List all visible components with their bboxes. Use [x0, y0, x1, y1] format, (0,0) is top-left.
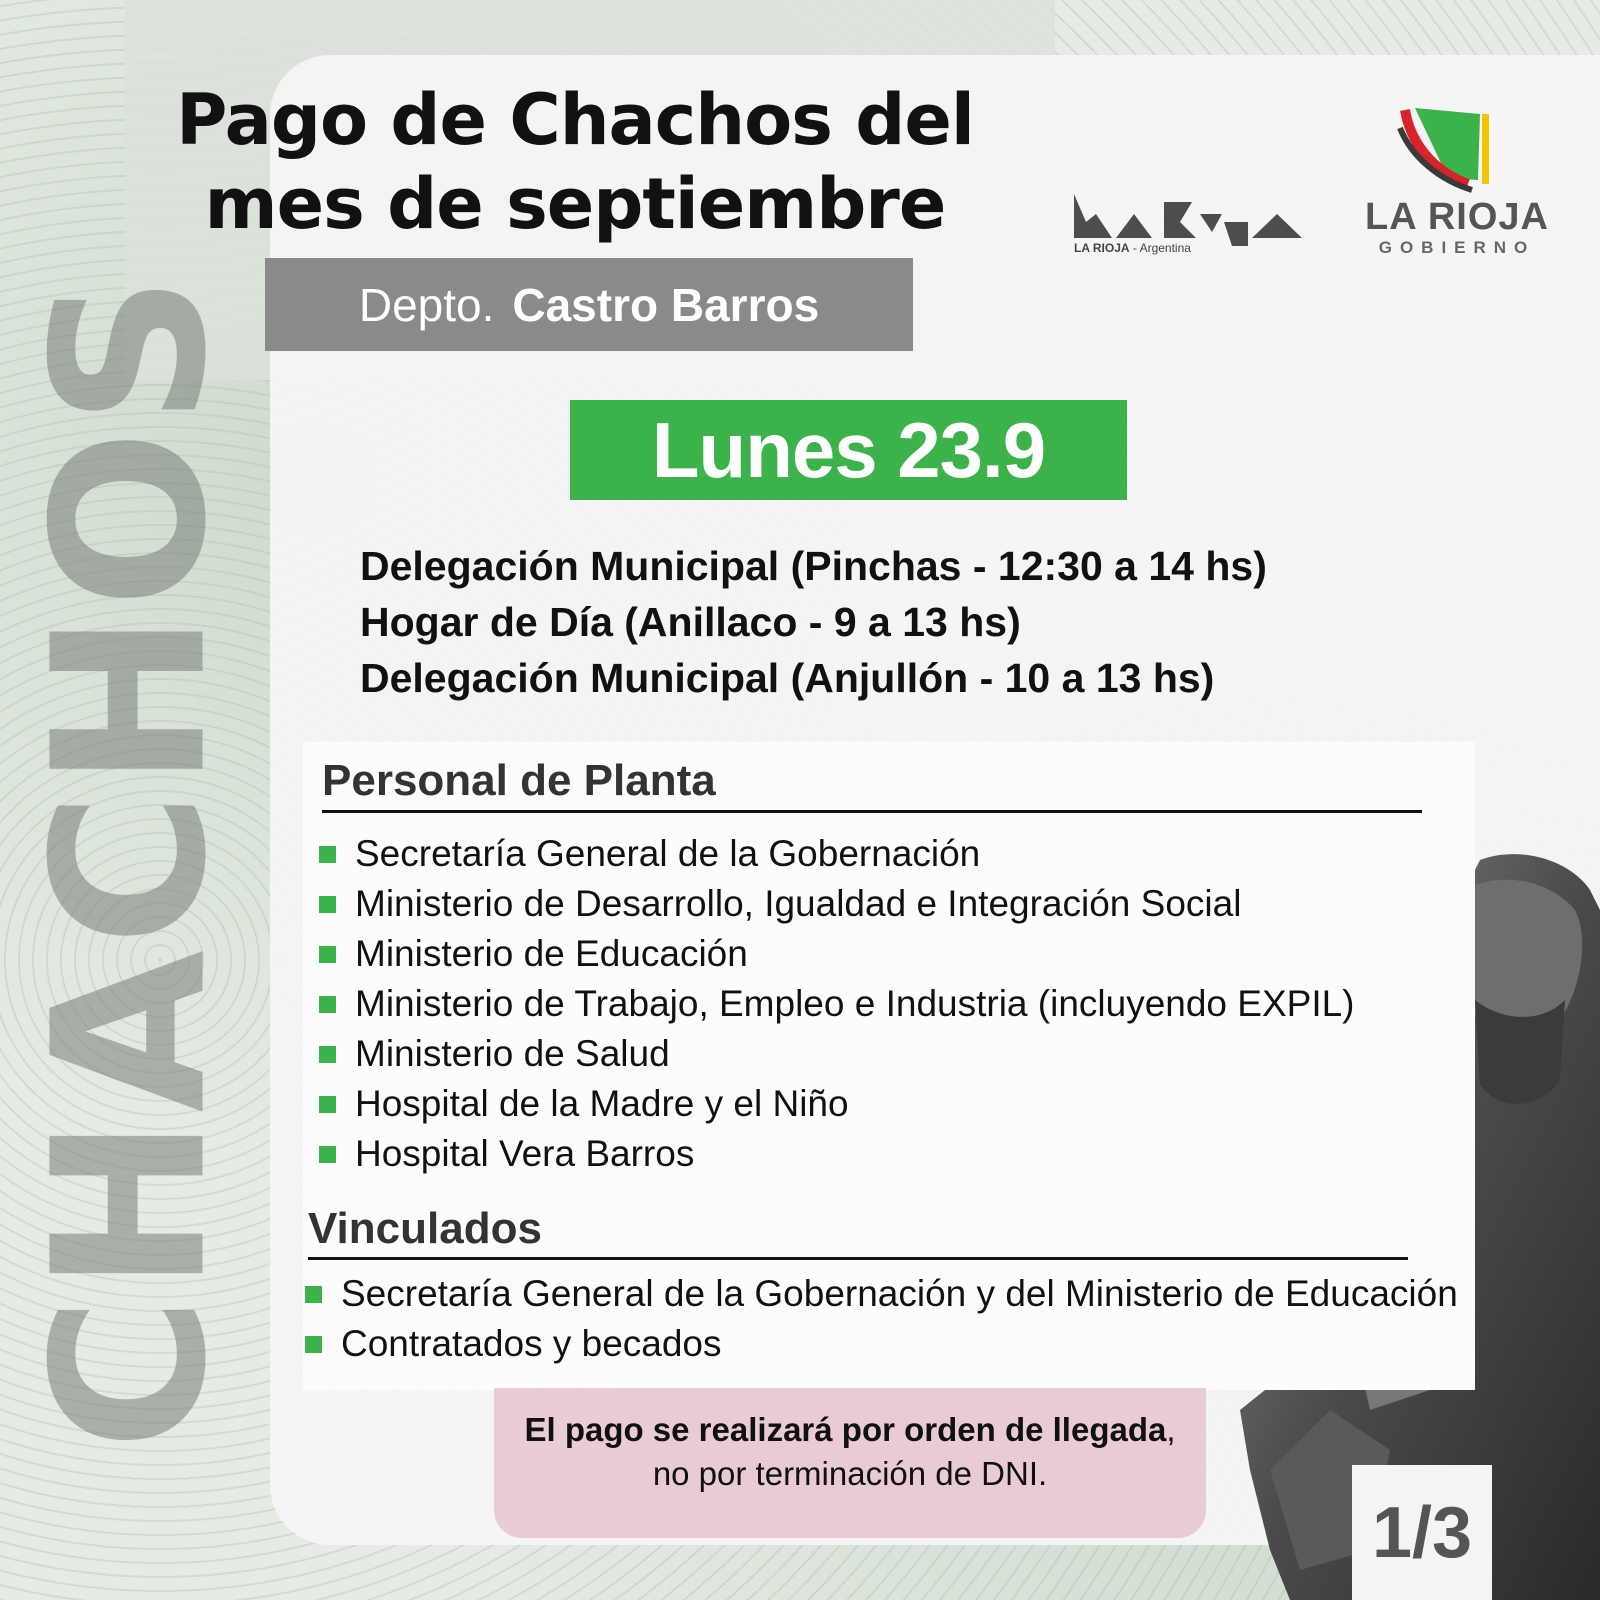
- section-title-planta: Personal de Planta: [322, 756, 716, 805]
- payment-date-banner: [570, 400, 1127, 500]
- green-square-bullet-icon: [305, 1336, 322, 1353]
- section-divider: [322, 810, 1422, 813]
- green-square-bullet-icon: [319, 996, 336, 1013]
- note-comma: ,: [1166, 1411, 1176, 1448]
- page-counter-text: 1/3: [1371, 1492, 1473, 1573]
- location-item: Hogar de Día (Anillaco - 9 a 13 hs): [360, 599, 1021, 645]
- note-line-2: no por terminación de DNI.: [652, 1455, 1048, 1492]
- vinculados-list: [305, 1269, 1458, 1369]
- list-item-label: Secretaría General de la Gobernación: [355, 833, 981, 874]
- list-item-label: Contratados y becados: [341, 1323, 722, 1364]
- list-item-label: Ministerio de Desarrollo, Igualdad e Integración Social: [355, 883, 1242, 924]
- caption-rest: - Argentina: [1129, 241, 1191, 255]
- list-item: [319, 1029, 1355, 1079]
- payment-date: Lunes 23.9: [651, 405, 1046, 494]
- department-name: Castro Barros: [512, 278, 820, 331]
- section-divider: [308, 1257, 1408, 1260]
- green-square-bullet-icon: [319, 1096, 336, 1113]
- payment-note: [494, 1388, 1206, 1538]
- list-item: [319, 1129, 1355, 1179]
- green-square-bullet-icon: [305, 1286, 322, 1303]
- la-rioja-argentina-caption: [1074, 241, 1191, 255]
- list-item: [305, 1269, 1458, 1319]
- list-item: [319, 1079, 1355, 1129]
- green-square-bullet-icon: [319, 1046, 336, 1063]
- page-title: [160, 78, 990, 246]
- department-prefix: Depto.: [358, 278, 495, 331]
- title-line-1: Pago de Chachos del: [176, 79, 974, 161]
- page-counter: [1352, 1465, 1492, 1600]
- location-item: Delegación Municipal (Pinchas - 12:30 a 14 hs): [360, 543, 1267, 589]
- locations-list: [360, 538, 1360, 706]
- list-item-label: Hospital Vera Barros: [355, 1133, 695, 1174]
- list-item: [319, 829, 1355, 879]
- department-banner: [265, 258, 913, 351]
- vertical-word-text: CHACHOS: [7, 269, 253, 1451]
- list-item-label: Ministerio de Salud: [355, 1033, 670, 1074]
- green-square-bullet-icon: [319, 946, 336, 963]
- planta-list: [319, 829, 1355, 1179]
- list-item: [319, 879, 1355, 929]
- list-item-label: Secretaría General de la Gobernación y del Ministerio de Educación: [341, 1273, 1458, 1314]
- note-line-1: [494, 1408, 1206, 1452]
- green-square-bullet-icon: [319, 846, 336, 863]
- list-item-label: Ministerio de Trabajo, Empleo e Industria (incluyendo EXPIL): [355, 983, 1355, 1024]
- vertical-watermark-word: [7, 269, 253, 1451]
- title-line-2: mes de septiembre: [204, 163, 946, 245]
- list-item-label: Ministerio de Educación: [355, 933, 748, 974]
- section-title-vinculados: Vinculados: [308, 1204, 542, 1253]
- gobierno-name: LA RIOJA: [1365, 196, 1549, 238]
- list-item: [305, 1319, 1458, 1369]
- note-bold-text: El pago se realizará por orden de llegada: [524, 1411, 1167, 1448]
- list-item: [319, 979, 1355, 1029]
- gobierno-subtitle: GOBIERNO: [1378, 238, 1536, 257]
- green-square-bullet-icon: [319, 1146, 336, 1163]
- list-item: [319, 929, 1355, 979]
- location-item: Delegación Municipal (Anjullón - 10 a 13 hs): [360, 655, 1215, 701]
- caption-bold: LA RIOJA: [1074, 241, 1130, 255]
- green-square-bullet-icon: [319, 896, 336, 913]
- list-item-label: Hospital de la Madre y el Niño: [355, 1083, 849, 1124]
